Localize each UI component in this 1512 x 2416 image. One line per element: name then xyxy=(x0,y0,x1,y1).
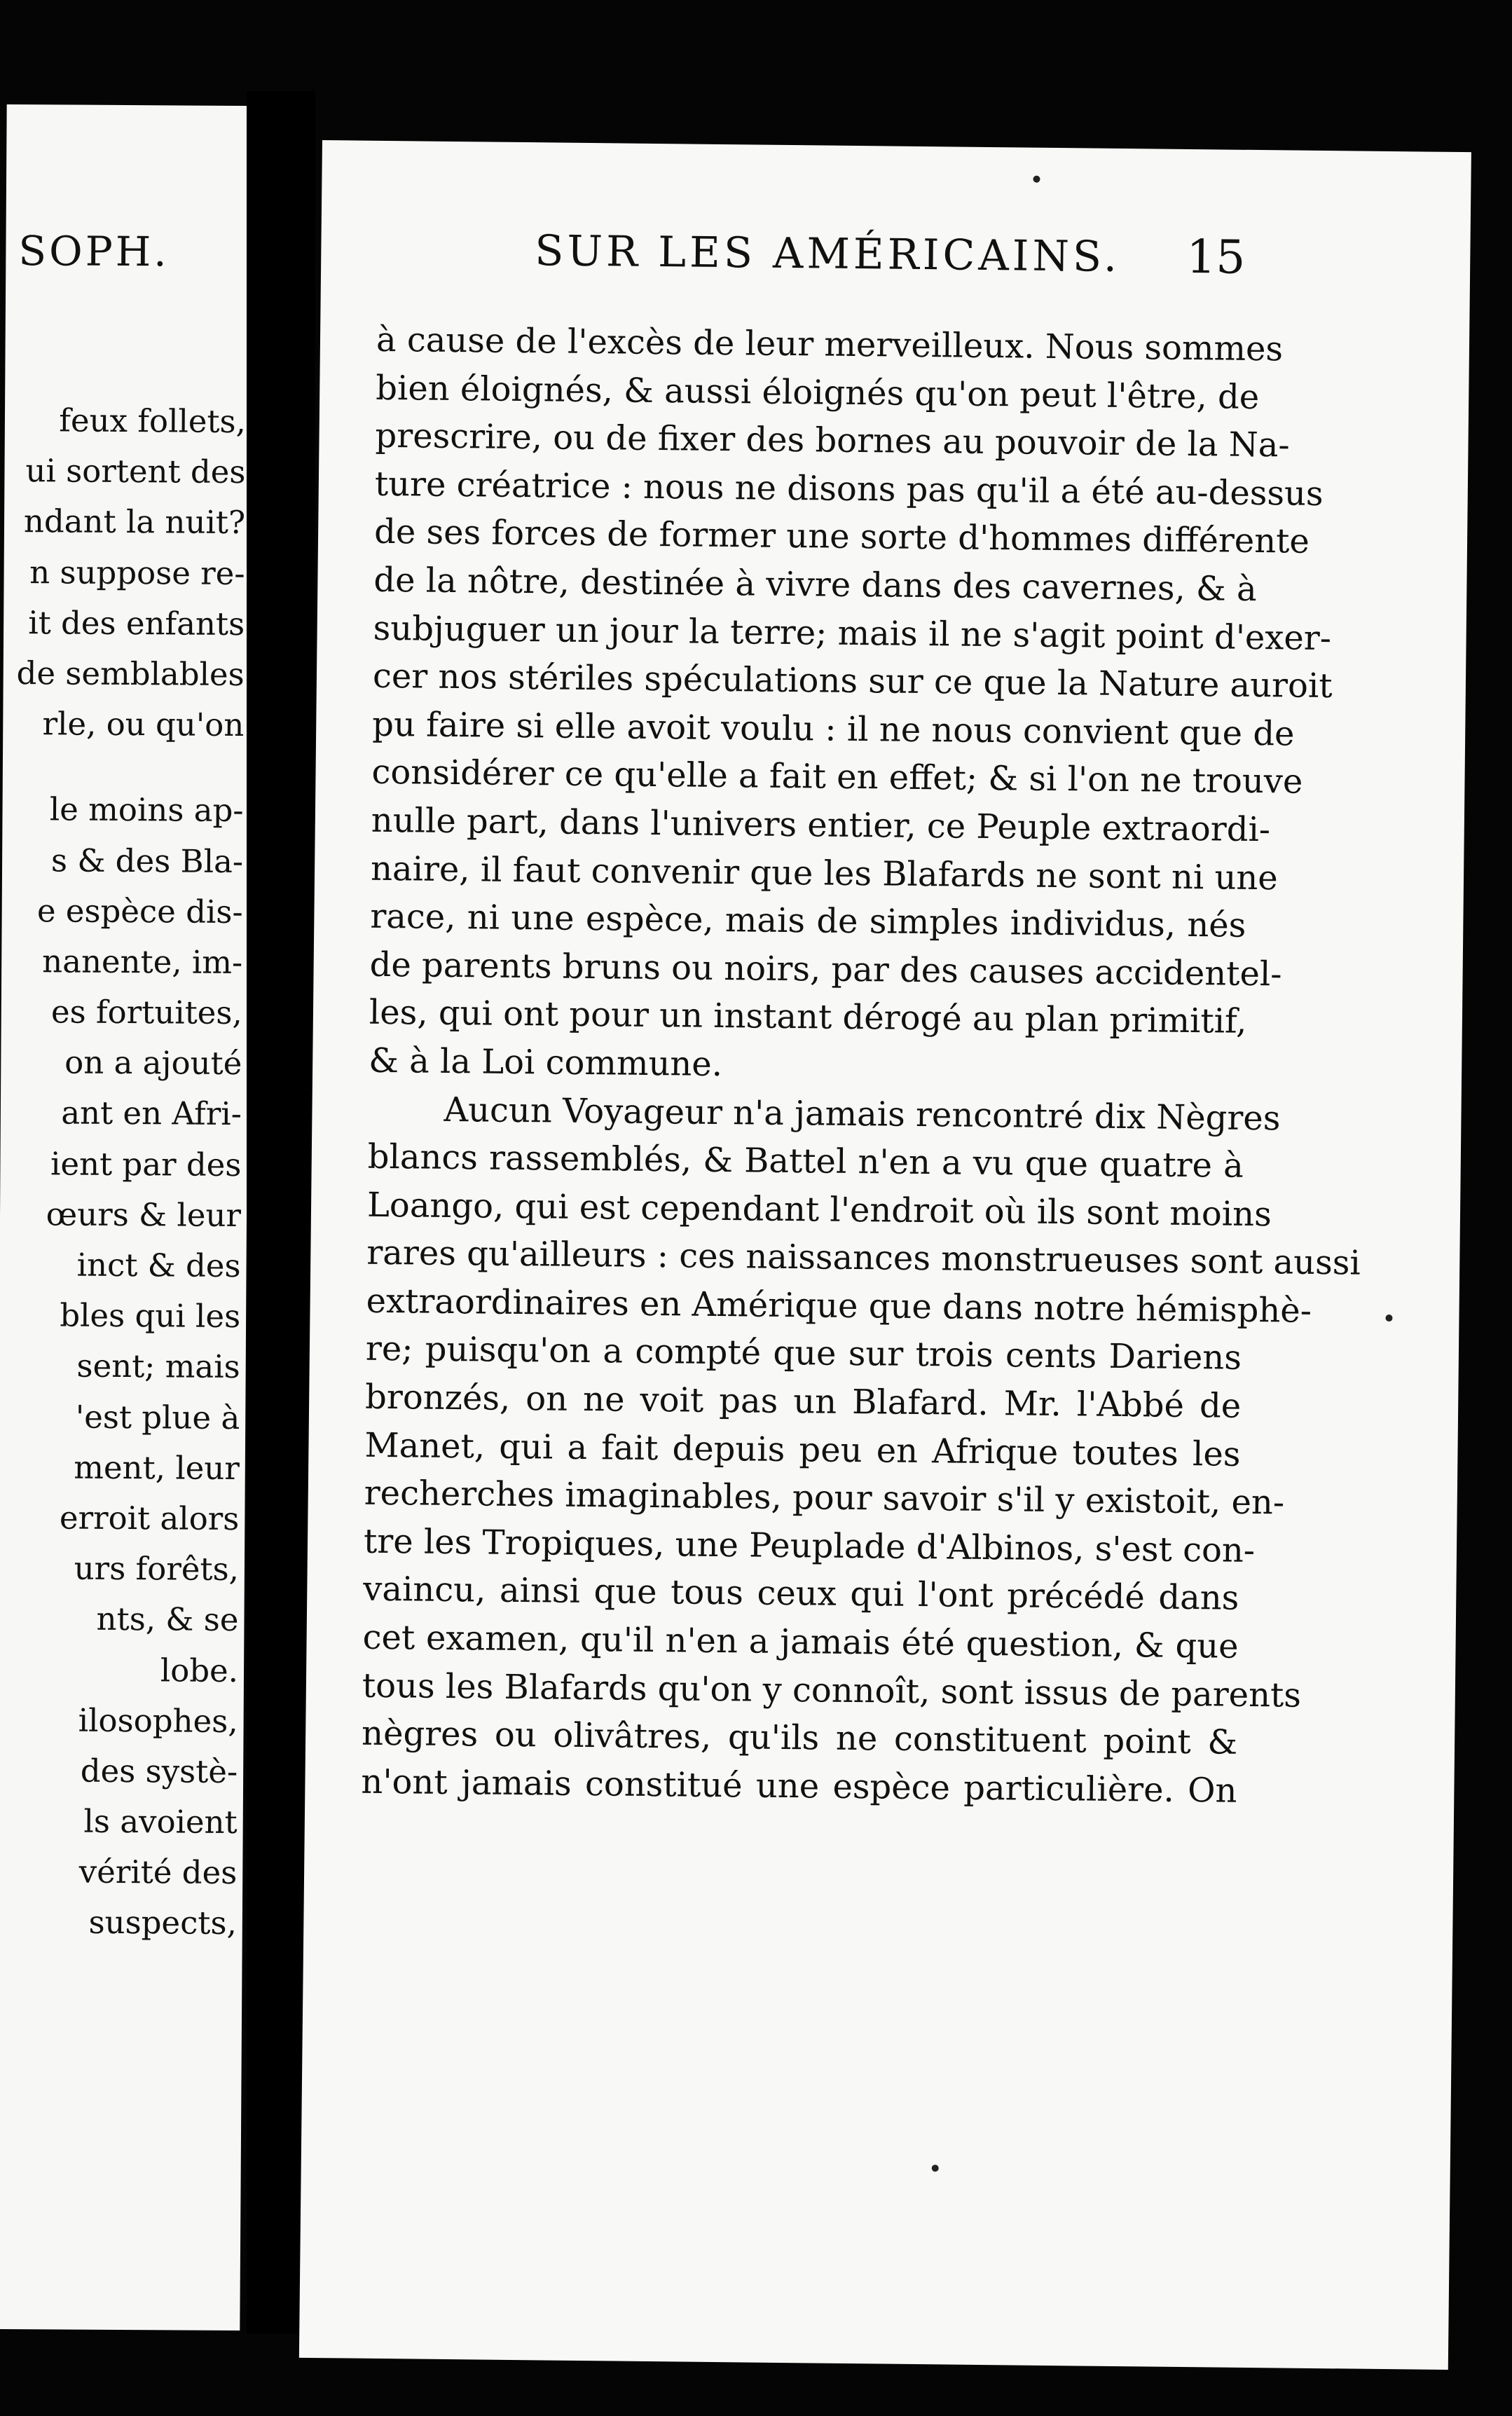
text-line: pu faire si elle avoit voulu : il ne nous convient que de xyxy=(371,704,1295,754)
text-line: œurs & leur xyxy=(46,1195,242,1234)
left-page-fragment xyxy=(0,104,254,2331)
text-line: race, ni une espèce, mais de simples individus, nés xyxy=(370,896,1246,945)
text-line: extraordinaires en Amérique que dans notre hémisphè- xyxy=(366,1281,1312,1331)
text-line: ient par des xyxy=(50,1144,242,1183)
text-line: considérer ce qu'elle a fait en effet; & si l'on ne trouve xyxy=(371,753,1303,802)
text-line: blancs rassemblés, & Battel n'en a vu que quatre à xyxy=(367,1137,1244,1186)
text-line: inct & des xyxy=(76,1246,241,1285)
text-line: s & des Bla- xyxy=(50,841,244,880)
text-line: des systè- xyxy=(80,1752,238,1790)
text-line: bronzés, on ne voit pas un Blafard. Mr. l'Abbé de xyxy=(364,1377,1242,1426)
text-line: sent; mais xyxy=(76,1347,240,1386)
running-head: SUR LES AMÉRICAINS. xyxy=(534,226,1121,282)
left-running-head: SOPH. xyxy=(18,227,170,276)
text-line: à cause de l'excès de leur merveilleux. Nous sommes xyxy=(376,320,1284,369)
text-line: tous les Blafards qu'on y connoît, sont issus de parents xyxy=(362,1666,1302,1715)
text-line: feux follets, xyxy=(59,401,247,441)
text-line: nts, & se xyxy=(96,1600,239,1639)
ink-speck xyxy=(1033,176,1040,183)
text-line: tre les Tropiques, une Peuplade d'Albinos, s'est con- xyxy=(363,1521,1256,1570)
paragraph-gap xyxy=(3,749,244,785)
text-line: n'ont jamais constitué une espèce particulière. On xyxy=(361,1762,1237,1811)
text-line: cet examen, qu'il n'en a jamais été question, & que xyxy=(362,1617,1239,1666)
text-line: on a ajouté xyxy=(64,1043,242,1083)
text-line: ment, leur xyxy=(74,1448,240,1487)
page-number: 15 xyxy=(1185,229,1246,284)
text-line: vérité des xyxy=(78,1853,238,1892)
text-line: ndant la nuit? xyxy=(23,502,246,542)
text-line: nulle part, dans l'univers entier, ce Peuple extraordi- xyxy=(371,800,1271,850)
text-line: le moins ap- xyxy=(49,790,244,830)
right-page xyxy=(299,140,1471,2370)
text-line: cer nos stériles spéculations sur ce que la Nature auroit xyxy=(372,656,1333,706)
left-text-column xyxy=(0,395,246,1949)
text-line: bien éloignés, & aussi éloignés qu'on peut l'être, de xyxy=(376,368,1260,417)
text-line: suspects, xyxy=(88,1904,238,1942)
ink-speck xyxy=(1385,1315,1392,1322)
text-line: naire, il faut convenir que les Blafards ne sont ni une xyxy=(370,849,1279,898)
text-line: de parents bruns ou noirs, par des causes accidentel- xyxy=(369,945,1282,994)
text-line: Manet, qui a fait depuis peu en Afrique toutes les xyxy=(364,1425,1241,1474)
text-line: nanente, im- xyxy=(42,942,243,981)
text-line: ui sortent des xyxy=(25,452,246,491)
text-line: bles qui les xyxy=(60,1296,241,1336)
text-line: ls avoient xyxy=(83,1802,238,1841)
text-line: ant en Afri- xyxy=(61,1094,242,1133)
text-line: de ses forces de former une sorte d'hommes différente xyxy=(373,512,1310,562)
text-line: vaincu, ainsi que tous ceux qui l'ont précédé dans xyxy=(363,1570,1239,1619)
text-line: ture créatrice : nous ne disons pas qu'il a été au-dessus xyxy=(374,464,1324,514)
text-line: rle, ou qu'on xyxy=(42,705,245,744)
text-line: de la nôtre, destinée à vivre dans des cavernes, & à xyxy=(373,560,1257,609)
text-line: erroit alors xyxy=(59,1499,240,1537)
text-line: rares qu'ailleurs : ces naissances monstrueuses sont aussi xyxy=(366,1233,1361,1283)
text-line: ilosophes, xyxy=(78,1701,238,1740)
text-line: it des enfants xyxy=(28,603,245,643)
text-line: es fortuites, xyxy=(50,993,242,1032)
text-line: re; puisqu'on a compté que sur trois cents Dariens xyxy=(365,1329,1242,1378)
text-line: urs forêts, xyxy=(74,1549,240,1588)
text-line: les, qui ont pour un instant dérogé au plan primitif, xyxy=(369,993,1247,1042)
text-line: prescrire, ou de fixer des bornes au pouvoir de la Na- xyxy=(375,416,1290,465)
text-line: recherches imaginables, pour savoir s'il y existoit, en- xyxy=(364,1473,1285,1523)
text-line: 'est plue à xyxy=(75,1398,240,1436)
ink-speck xyxy=(932,2164,939,2171)
text-line: lobe. xyxy=(160,1651,239,1689)
body-text xyxy=(361,316,1361,1815)
text-line: Aucun Voyageur n'a jamais rencontré dix Nègres xyxy=(444,1090,1281,1138)
text-line: e espèce dis- xyxy=(36,891,243,931)
text-line: & à la Loi commune. xyxy=(368,1041,723,1084)
text-line: Loango, qui est cependant l'endroit où ils sont moins xyxy=(366,1185,1272,1234)
text-line: n suppose re- xyxy=(29,553,245,592)
text-line: de semblables xyxy=(16,654,245,693)
text-line: nègres ou olivâtres, qu'ils ne constituent point & xyxy=(361,1713,1238,1763)
text-line: subjuguer un jour la terre; mais il ne s'agit point d'exer- xyxy=(373,608,1332,658)
